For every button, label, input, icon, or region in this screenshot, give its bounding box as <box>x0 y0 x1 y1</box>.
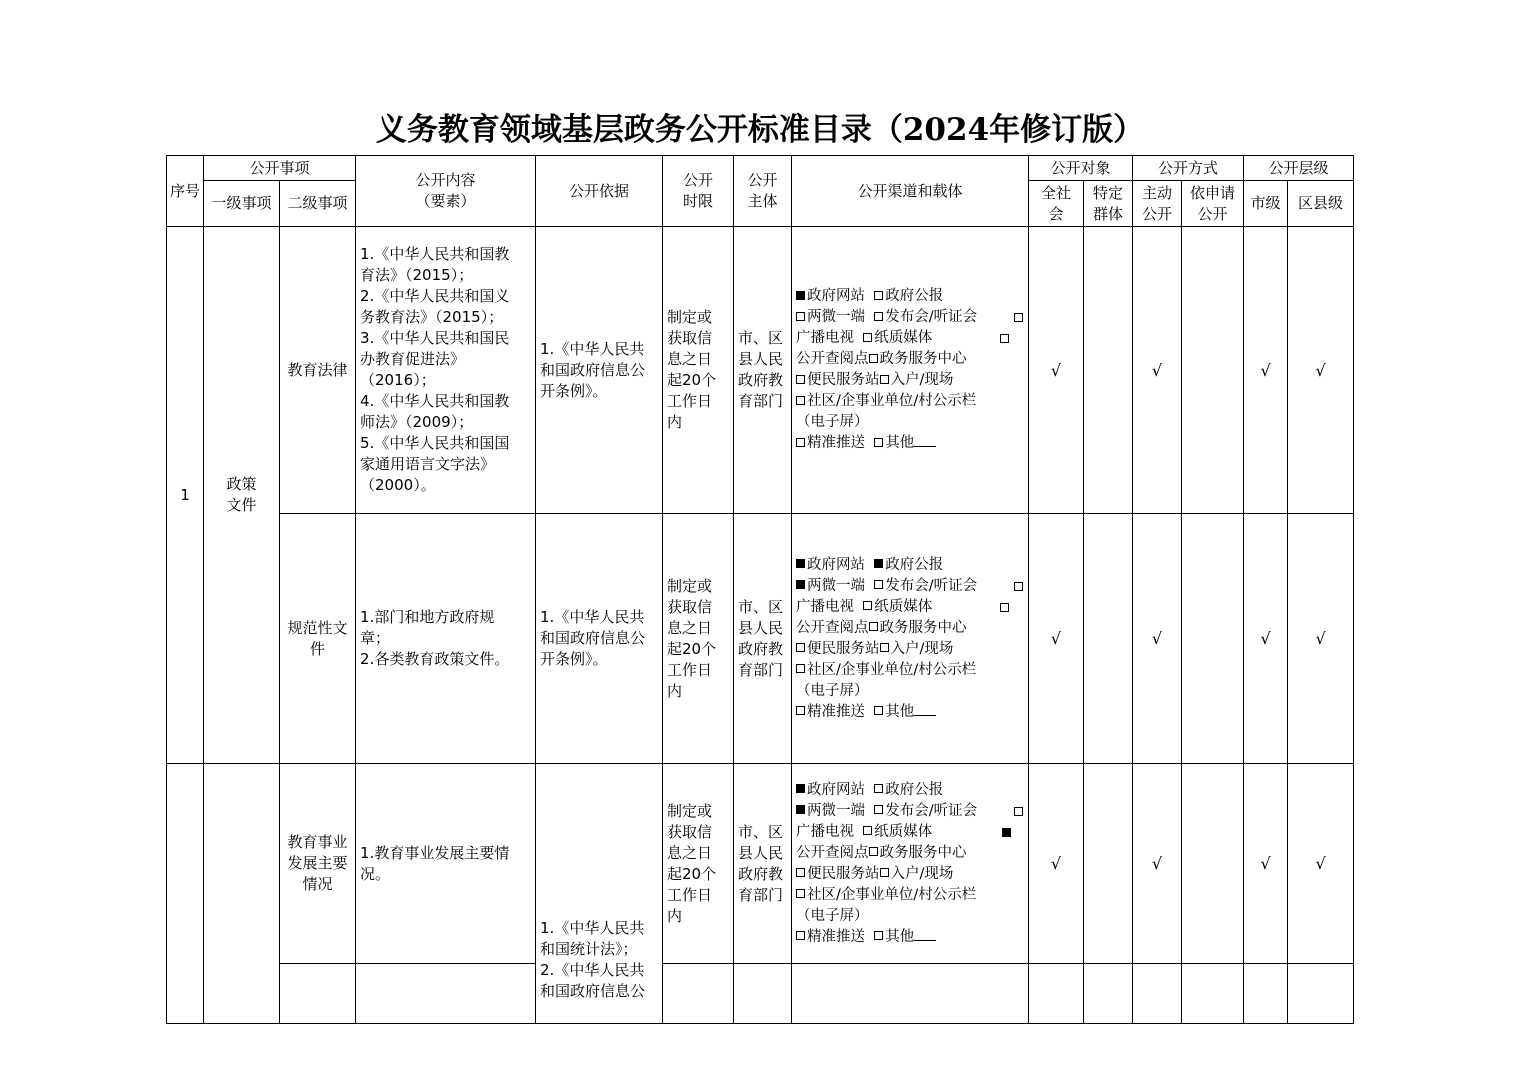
table-row <box>167 514 1354 764</box>
row-seq <box>167 764 204 1024</box>
row-channel: 政府网站 政府公报 两微一端 发布会/听证会 广播电视 纸质媒体 公开查阅点 政务服务中心 便民服务站 入户/现场 社区/企事业单位/村公示栏 （电子屏） 精准推送 其他 <box>792 227 1029 514</box>
header-tier-city: 市级 <box>1244 181 1288 227</box>
catalog-table <box>166 155 1354 1024</box>
row-tier-county: √ <box>1288 764 1354 964</box>
row-subject: 市、区 县人民 政府教 育部门 <box>734 514 792 764</box>
row-content: 1.教育事业发展主要情 况。 <box>356 764 536 964</box>
row-target-specific <box>1084 764 1133 964</box>
unchecked-box-icon <box>1014 582 1023 591</box>
row-time: 制定或 获取信 息之日 起20个 工作日 内 <box>663 764 734 964</box>
unchecked-box-icon <box>1014 313 1023 322</box>
unchecked-box-icon <box>880 375 889 384</box>
row-target-all: √ <box>1029 764 1084 964</box>
row-channel: 政府网站 政府公报 两微一端 发布会/听证会 广播电视 纸质媒体 公开查阅点 政务服务中心 便民服务站 入户/现场 社区/企事业单位/村公示栏 （电子屏） 精准推送 其他 <box>792 764 1029 964</box>
checked-box-icon <box>796 805 805 814</box>
header-time: 公开 时限 <box>663 156 734 227</box>
row-time: 制定或 获取信 息之日 起20个 工作日 内 <box>663 227 734 514</box>
unchecked-box-icon <box>796 375 805 384</box>
unchecked-box-icon <box>863 333 872 342</box>
row-target-specific <box>1084 227 1133 514</box>
row-target-specific <box>1084 514 1133 764</box>
header-tier-county: 区县级 <box>1288 181 1354 227</box>
header-content: 公开内容 （要素） <box>356 156 536 227</box>
header-target-all: 全社 会 <box>1029 181 1084 227</box>
unchecked-box-icon <box>880 643 889 652</box>
unchecked-box-icon <box>1000 603 1009 612</box>
row-level2: 规范性文 件 <box>280 514 356 764</box>
row-level2: 教育法律 <box>280 227 356 514</box>
header-target-specific: 特定 群体 <box>1084 181 1133 227</box>
unchecked-box-icon <box>796 889 805 898</box>
row-target-all: √ <box>1029 514 1084 764</box>
row-basis: 1.《中华人民共 和国政府信息公 开条例》。 <box>536 227 663 514</box>
header-subject: 公开 主体 <box>734 156 792 227</box>
table-row <box>167 227 1354 514</box>
row-mode-apply <box>1182 514 1244 764</box>
row-channel: 政府网站 政府公报 两微一端 发布会/听证会 广播电视 纸质媒体 公开查阅点 政务服务中心 便民服务站 入户/现场 社区/企事业单位/村公示栏 （电子屏） 精准推送 其他 <box>792 514 1029 764</box>
unchecked-box-icon <box>796 931 805 940</box>
row-content: 1.部门和地方政府规 章； 2.各类教育政策文件。 <box>356 514 536 764</box>
header-basis: 公开依据 <box>536 156 663 227</box>
unchecked-box-icon <box>796 706 805 715</box>
unchecked-box-icon <box>796 438 805 447</box>
row-basis: 1.《中华人民共 和国统计法》； 2.《中华人民共 和国政府信息公 <box>536 764 663 1024</box>
header-level1: 一级事项 <box>204 181 280 227</box>
row-target-all: √ <box>1029 227 1084 514</box>
row-mode-apply <box>1182 227 1244 514</box>
header-target: 公开对象 <box>1029 156 1133 181</box>
checked-box-icon <box>796 784 805 793</box>
unchecked-box-icon <box>869 622 878 631</box>
checked-box-icon <box>796 559 805 568</box>
row-level1 <box>204 764 280 1024</box>
unchecked-box-icon <box>869 354 878 363</box>
row-mode-active: √ <box>1133 514 1182 764</box>
header-level2: 二级事项 <box>280 181 356 227</box>
row-basis: 1.《中华人民共 和国政府信息公 开条例》。 <box>536 514 663 764</box>
row-tier-county: √ <box>1288 514 1354 764</box>
row-seq: 1 <box>167 227 204 764</box>
row-tier-city: √ <box>1244 227 1288 514</box>
row-mode-active: √ <box>1133 764 1182 964</box>
unchecked-box-icon <box>874 784 883 793</box>
unchecked-box-icon <box>1000 334 1009 343</box>
header-mode-apply: 依申请 公开 <box>1182 181 1244 227</box>
row-content: 1.《中华人民共和国教 育法》（2015）； 2.《中华人民共和国义 务教育法》（2015）； 3.《中华人民共和国民 办教育促进法》 （2016）； 4.《中华人民共和国教 师法》（2009）； 5.《中华人民共和国国 家通用语言文字法》 （2000）。 <box>356 227 536 514</box>
checked-box-icon <box>796 580 805 589</box>
row-subject: 市、区 县人民 政府教 育部门 <box>734 764 792 964</box>
unchecked-box-icon <box>796 643 805 652</box>
page-title: 义务教育领域基层政务公开标准目录（2024年修订版） <box>375 112 1145 148</box>
unchecked-box-icon <box>1014 807 1023 816</box>
checked-box-icon <box>796 291 805 300</box>
row-tier-county: √ <box>1288 227 1354 514</box>
unchecked-box-icon <box>874 805 883 814</box>
row-tier-city: √ <box>1244 514 1288 764</box>
unchecked-box-icon <box>863 826 872 835</box>
unchecked-box-icon <box>874 580 883 589</box>
unchecked-box-icon <box>863 601 872 610</box>
header-matter: 公开事项 <box>204 156 356 181</box>
row-mode-apply <box>1182 764 1244 964</box>
table-row <box>167 964 1354 1024</box>
row-level1: 政策 文件 <box>204 227 280 764</box>
row-tier-city: √ <box>1244 764 1288 964</box>
checked-box-icon <box>1002 828 1011 837</box>
header-channel: 公开渠道和载体 <box>792 156 1029 227</box>
header-tier: 公开层级 <box>1244 156 1354 181</box>
row-level2: 教育事业 发展主要 情况 <box>280 764 356 964</box>
unchecked-box-icon <box>874 931 883 940</box>
unchecked-box-icon <box>796 396 805 405</box>
catalog-table-container <box>166 155 1354 1000</box>
header-mode: 公开方式 <box>1133 156 1244 181</box>
unchecked-box-icon <box>796 312 805 321</box>
unchecked-box-icon <box>874 312 883 321</box>
unchecked-box-icon <box>796 868 805 877</box>
checked-box-icon <box>874 559 883 568</box>
unchecked-box-icon <box>796 664 805 673</box>
header-seq: 序号 <box>167 156 204 227</box>
unchecked-box-icon <box>874 706 883 715</box>
header-mode-active: 主动 公开 <box>1133 181 1182 227</box>
unchecked-box-icon <box>874 438 883 447</box>
unchecked-box-icon <box>869 847 878 856</box>
row-time: 制定或 获取信 息之日 起20个 工作日 内 <box>663 514 734 764</box>
table-row <box>167 764 1354 964</box>
unchecked-box-icon <box>880 868 889 877</box>
unchecked-box-icon <box>874 291 883 300</box>
row-subject: 市、区 县人民 政府教 育部门 <box>734 227 792 514</box>
row-mode-active: √ <box>1133 227 1182 514</box>
